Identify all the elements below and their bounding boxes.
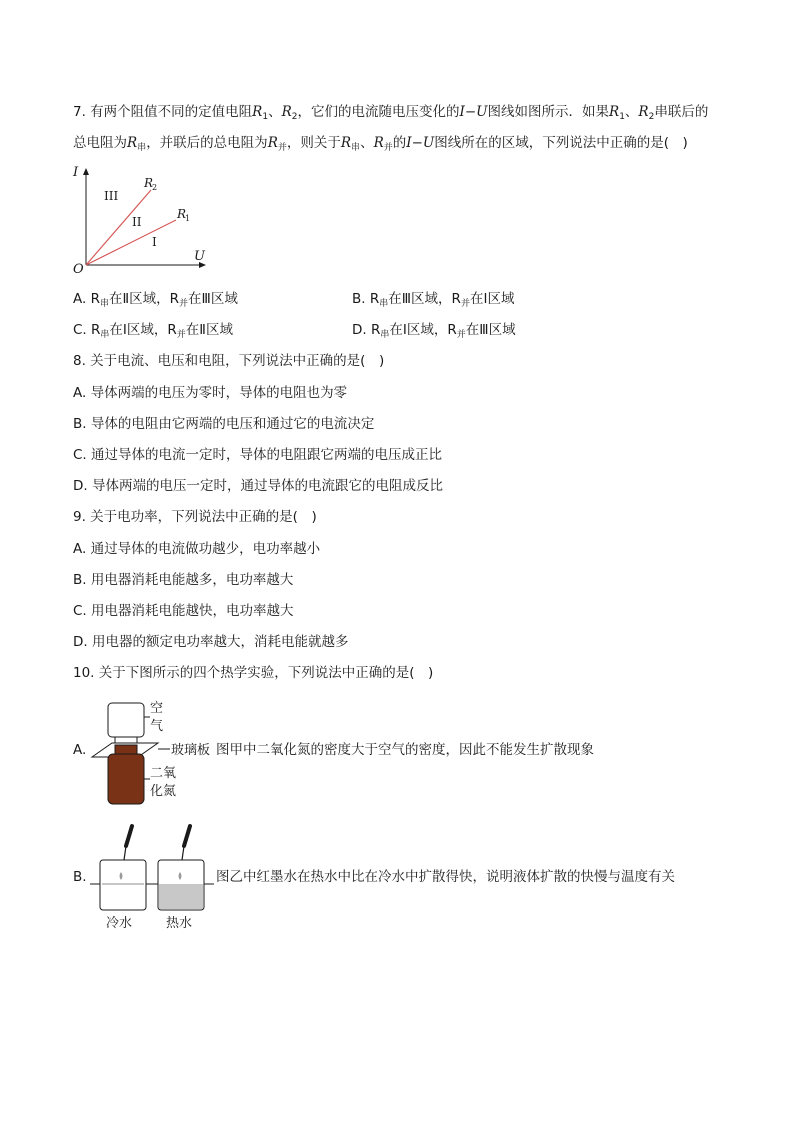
r-series-symbol: R bbox=[127, 135, 138, 151]
u-axis-label: U bbox=[194, 249, 205, 264]
no2-bottle bbox=[108, 754, 144, 804]
iu-graph bbox=[66, 160, 216, 278]
q9-option-a[interactable]: A. 通过导体的电流做功越少，电功率越小 bbox=[73, 541, 321, 557]
q7-option-c[interactable] bbox=[73, 320, 233, 345]
r1-sub: 1 bbox=[619, 112, 625, 122]
opt-text: C. R bbox=[73, 322, 101, 338]
q9-option-c[interactable]: C. 用电器消耗电能越快，电功率越大 bbox=[73, 603, 294, 619]
air-label: 空 bbox=[150, 701, 164, 716]
hot-dropper-bulb bbox=[184, 826, 190, 846]
q8-option-d[interactable]: D. 导体两端的电压一定时，通过导体的电流跟它的电阻成反比 bbox=[73, 478, 443, 494]
glass-plate-label: 玻璃板 bbox=[171, 743, 211, 758]
opt-text: 在Ⅲ区域 bbox=[465, 322, 516, 338]
opt-text: 在Ⅱ区域 bbox=[185, 322, 233, 338]
opt-sub: 串 bbox=[100, 330, 110, 340]
origin-label: O bbox=[73, 262, 84, 277]
r1-symbol: R bbox=[252, 104, 263, 120]
diffusion-liquid-figure bbox=[88, 820, 216, 932]
region-1-label: I bbox=[152, 235, 157, 249]
r2-symbol: R bbox=[281, 104, 292, 120]
q8-option-c[interactable]: C. 通过导体的电流一定时，导体的电阻跟它两端的电压成正比 bbox=[73, 447, 443, 463]
q10-option-b-text[interactable]: 图乙中红墨水在热水中比在冷水中扩散得快，说明液体扩散的快慢与温度有关 bbox=[216, 869, 675, 885]
opt-sub: 并 bbox=[460, 299, 470, 309]
q7-text: ，并联后的总电阻为 bbox=[146, 135, 268, 151]
q9-stem: 9. 关于电功率，下列说法中正确的是( ) bbox=[73, 509, 317, 525]
opt-sub: 并 bbox=[456, 330, 466, 340]
q9-option-b[interactable]: B. 用电器消耗电能越多，电功率越大 bbox=[73, 572, 294, 588]
opt-text: 在Ⅰ区域 bbox=[469, 291, 515, 307]
air-label: 气 bbox=[150, 719, 164, 734]
opt-text: B. R bbox=[352, 291, 380, 307]
q7-text: ，则关于 bbox=[286, 135, 341, 151]
q7-text: 图线如图所示．如果 bbox=[487, 104, 610, 120]
no2-bottle-neck bbox=[115, 745, 137, 754]
y-axis-arrow bbox=[83, 168, 89, 175]
r1-graph-label: R bbox=[177, 207, 187, 221]
opt-text: 在Ⅰ区域，R bbox=[109, 322, 177, 338]
diffusion-gas-figure bbox=[88, 695, 218, 810]
q7-option-a[interactable] bbox=[73, 289, 238, 314]
opt-text: 在Ⅲ区域，R bbox=[388, 291, 461, 307]
opt-text: D. R bbox=[352, 322, 381, 338]
opt-sub: 串 bbox=[379, 299, 389, 309]
r1-line bbox=[86, 220, 176, 265]
q7-stem-line2 bbox=[73, 133, 688, 158]
opt-text: 在Ⅲ区域 bbox=[188, 291, 238, 307]
cold-beaker bbox=[100, 860, 146, 910]
q10-option-a-text[interactable]: 图甲中二氧化氮的密度大于空气的密度，因此不能发生扩散现象 bbox=[216, 742, 594, 758]
q7-stem-line1 bbox=[73, 102, 708, 127]
q10-option-b-prefix[interactable]: B. bbox=[73, 869, 87, 885]
r2-graph-label: R bbox=[144, 176, 154, 190]
hot-water-fill bbox=[159, 884, 203, 909]
q7-text: 的 bbox=[392, 135, 407, 151]
q7-option-d[interactable] bbox=[352, 320, 516, 345]
q7-sep: 、 bbox=[624, 104, 639, 120]
cold-dropper-bulb bbox=[126, 826, 132, 846]
r2-sub: 2 bbox=[291, 112, 298, 122]
region-3-label: III bbox=[104, 189, 119, 203]
cold-dropper-tip bbox=[124, 846, 126, 860]
no2-label: 二氧 bbox=[150, 766, 177, 781]
q10-option-a-prefix[interactable]: A. bbox=[73, 742, 87, 758]
q7-text: 总电阻为 bbox=[73, 135, 127, 151]
opt-sub: 并 bbox=[179, 299, 189, 309]
r-parallel-symbol: R bbox=[373, 135, 384, 151]
opt-sub: 并 bbox=[176, 330, 186, 340]
q10-stem: 10. 关于下图所示的四个热学实验，下列说法中正确的是( ) bbox=[73, 665, 434, 681]
r1-graph-sub: 1 bbox=[185, 214, 191, 223]
opt-text: 在Ⅱ区域，R bbox=[108, 291, 180, 307]
r-parallel-sub: 并 bbox=[277, 143, 287, 153]
q8-option-b[interactable]: B. 导体的电阻由它两端的电压和通过它的电流决定 bbox=[73, 416, 375, 432]
q9-option-d[interactable]: D. 用电器的额定电功率越大，消耗电能就越多 bbox=[73, 634, 349, 650]
r-parallel-symbol: R bbox=[267, 135, 278, 151]
opt-sub: 串 bbox=[99, 299, 109, 309]
q7-option-b[interactable] bbox=[352, 289, 514, 314]
q8-option-a[interactable]: A. 导体两端的电压为零时，导体的电阻也为零 bbox=[73, 385, 348, 401]
q7-sep: 、 bbox=[360, 135, 374, 151]
r-series-sub: 串 bbox=[351, 143, 361, 153]
hot-dropper-tip bbox=[182, 846, 184, 860]
q7-text: ，它们的电流随电压变化的 bbox=[297, 104, 460, 120]
q8-stem: 8. 关于电流、电压和电阻，下列说法中正确的是( ) bbox=[73, 353, 385, 369]
opt-text: A. R bbox=[73, 291, 100, 307]
region-2-label: II bbox=[132, 215, 142, 229]
opt-sub: 串 bbox=[380, 330, 390, 340]
no2-label: 化氮 bbox=[150, 784, 177, 799]
r2-symbol: R bbox=[638, 104, 649, 120]
r-series-sub: 串 bbox=[137, 143, 147, 153]
r2-graph-sub: 2 bbox=[152, 183, 158, 192]
r-series-symbol: R bbox=[340, 135, 352, 151]
iu-symbol: I−U bbox=[406, 135, 435, 151]
r1-symbol: R bbox=[609, 104, 620, 120]
r2-sub: 2 bbox=[648, 112, 655, 122]
r1-sub: 1 bbox=[262, 112, 269, 122]
iu-symbol: I−U bbox=[459, 104, 488, 120]
q7-text: 7. 有两个阻值不同的定值电阻 bbox=[73, 104, 253, 120]
q7-sep: 、 bbox=[268, 104, 282, 120]
air-bottle bbox=[108, 703, 144, 737]
q7-text: 图线所在的区域，下列说法中正确的是( ) bbox=[434, 135, 688, 151]
i-axis-label: I bbox=[73, 165, 79, 180]
r-parallel-sub: 并 bbox=[383, 143, 393, 153]
opt-text: 在Ⅰ区域，R bbox=[389, 322, 457, 338]
cold-water-label: 冷水 bbox=[106, 916, 133, 931]
hot-water-label: 热水 bbox=[166, 916, 193, 931]
q7-text: 串联后的 bbox=[654, 104, 709, 120]
